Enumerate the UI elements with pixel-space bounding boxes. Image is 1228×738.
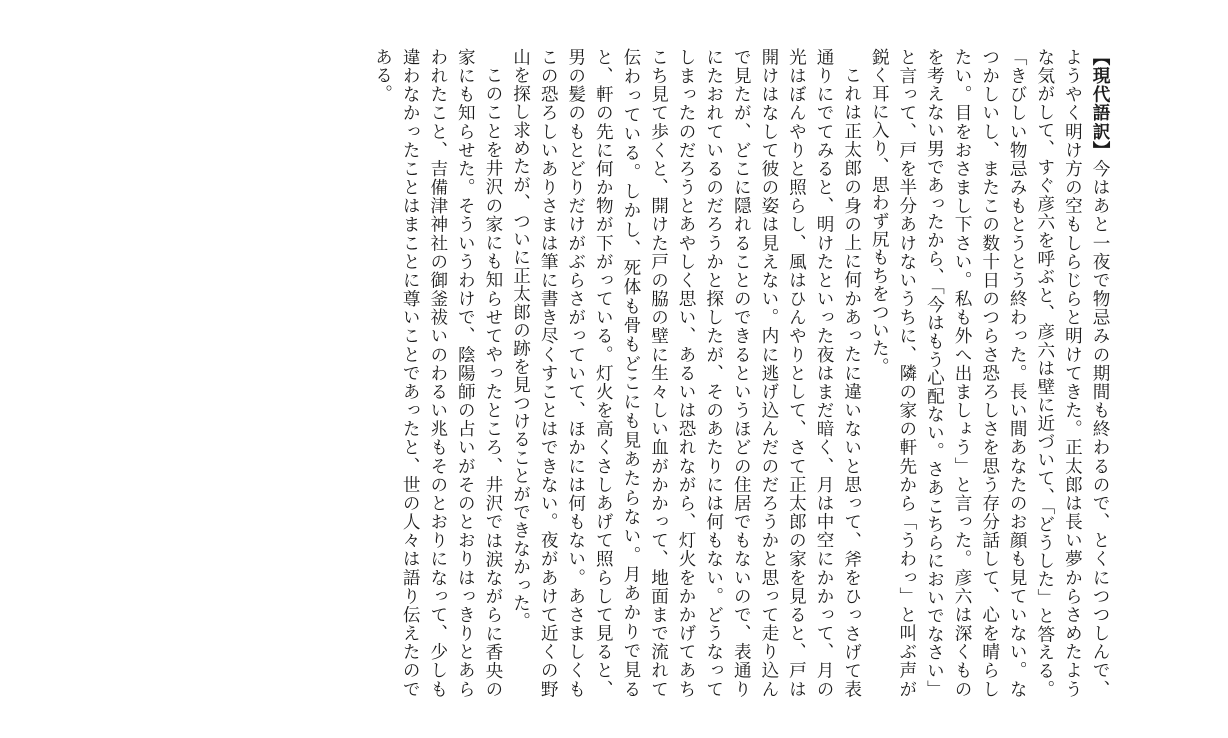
- paragraph-2: [506, 48, 865, 698]
- paragraph-text: 今はあと一夜で物忌みの期間も終わるので、とくにつつしんで、ようやく明け方の空もしらじらと明けてきた。正太郎は長い夢からさめたような気がして、すぐ彦六を呼ぶと、彦六は壁に近づいて、「どうした」と答える。「きびしい物忌みもとうとう終わった。長い間あなたのお顔も見ていない。なつかしいし、またこの数十日のつらさ恐ろしさを思う存分話して、心を晴らしたい。目をおさまし下さい。私も外へ出ましょう」と言った。彦六は深くものを考えない男であったから、「今はもう心配ない。さあこちらにおいでなさい」と言って、戸を半分あけないうちに、隣の家の軒先から「うわっ」と叫ぶ声が鋭く耳に入り、思わず尻もちをついた。: [869, 48, 1110, 698]
- translation-text: [372, 48, 1114, 698]
- paragraph-3: [368, 48, 506, 698]
- paragraph-1: [865, 48, 1114, 698]
- section-heading: 【現代語訳】: [1090, 48, 1111, 160]
- paragraph-text: このことを井沢の家にも知らせてやったところ、井沢では涙ながらに香央の家にも知らせた。そういうわけで、陰陽師の占いがそのとおりはっきりとあらわれたこと、吉備津神社の御釜祓いのわるい兆もそのとおりになって、少しも違わなかったことはまことに尊いことであったと、世の人々は語り伝えたのである。: [372, 48, 503, 698]
- paragraph-text: これは正太郎の身の上に何かあったに違いないと思って、斧をひっさげて表通りにでてみると、明けたといった夜はまだ暗く、月は中空にかかって、月の光はぼんやりと照らし、風はひんやりとして、さて正太郎の家を見ると、戸は開けはなして彼の姿は見えない。内に逃げ込んだのだろうかと思って走り込んで見たが、どこに隠れることのできるというほどの住居でもないので、表通りにたおれているのだろうかと探したが、そのあたりには何もない。どうなってしまったのだろうとあやしく思い、あるいは恐れながら、灯火をかかげてあちこち見て歩くと、開けた戸の脇の壁に生々しい血がかかって、地面まで流れて伝わっている。しかし、死体も骨もどこにも見あたらない。月あかりで見ると、軒の先に何か物が下がっている。灯火を高くさしあげて照らして見ると、男の髪のもとどりだけがぶらさがっていて、ほかには何もない。あさましくもこの恐ろしいありさまは筆に書き尽くすことはできない。夜があけて近くの野山を探し求めたが、ついに正太郎の跡を見つけることができなかった。: [510, 48, 862, 698]
